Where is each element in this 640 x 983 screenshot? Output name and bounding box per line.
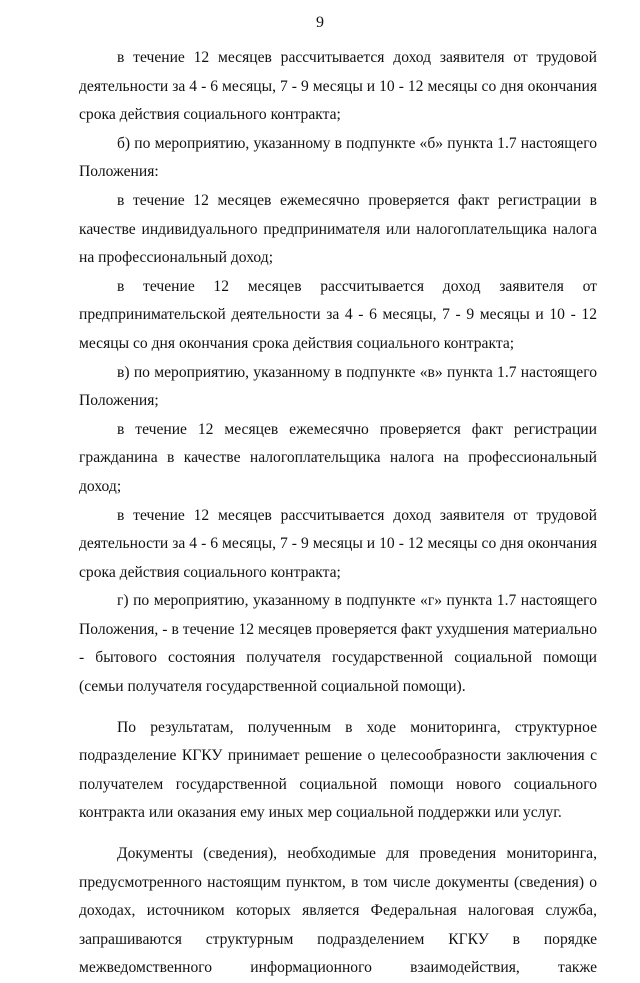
paragraph-1: в течение 12 месяцев рассчитывается доход заявителя от трудовой деятельности за 4 - 6 месяцы, 7 - 9 месяцы и 10 - 12 месяцы со дня окончания срока действия социального контракта;	[79, 49, 597, 124]
document-body	[79, 44, 597, 983]
paragraph-4: в течение 12 месяцев рассчитывается доход заявителя от предпринимательской деятельности за 4 - 6 месяцы, 7 - 9 месяцы и 10 - 12 месяцы со дня окончания срока действия социального контракта;	[79, 277, 597, 352]
paragraph-7: в течение 12 месяцев рассчитывается доход заявителя от трудовой деятельности за 4 - 6 месяцы, 7 - 9 месяцы и 10 - 12 месяцы со дня окончания срока действия социального контракта;	[79, 506, 597, 581]
paragraph-2: б) по мероприятию, указанному в подпункте «б» пункта 1.7 настоящего Положения:	[79, 134, 597, 181]
paragraph-8: г) по мероприятию, указанному в подпункте «г» пункта 1.7 настоящего Положения, - в течение 12 месяцев проверяется факт ухудшения материально - бытового состояния получателя государственной социальной помощи (семьи получателя государственной социальной помощи).	[79, 592, 597, 696]
paragraph-10: Документы (сведения), необходимые для проведения мониторинга, предусмотренного настоящим пунктом, в том числе документы (сведения) о доходах, источником которых является Федеральная налоговая служба, запрашиваются структурным подразделением КГКУ в порядке межведомственного информационного взаимодействия, также	[79, 845, 597, 977]
paragraph-5: в) по мероприятию, указанному в подпункте «в» пункта 1.7 настоящего Положения;	[79, 363, 597, 410]
paragraph-3: в течение 12 месяцев ежемесячно проверяется факт регистрации в качестве индивидуального предпринимателя или налогоплательщика налога на профессиональный доход;	[79, 191, 597, 267]
paragraph-9: По результатам, полученным в ходе мониторинга, структурное подразделение КГКУ принимает решение о целесообразности заключения с получателем государственной социальной помощи нового социального контракта или оказания ему иных мер социальной поддержки или услуг.	[79, 718, 597, 822]
page-number: 9	[316, 14, 324, 31]
paragraph-6: в течение 12 месяцев ежемесячно проверяется факт регистрации гражданина в качестве налогоплательщика налога на профессиональный доход;	[79, 420, 597, 495]
